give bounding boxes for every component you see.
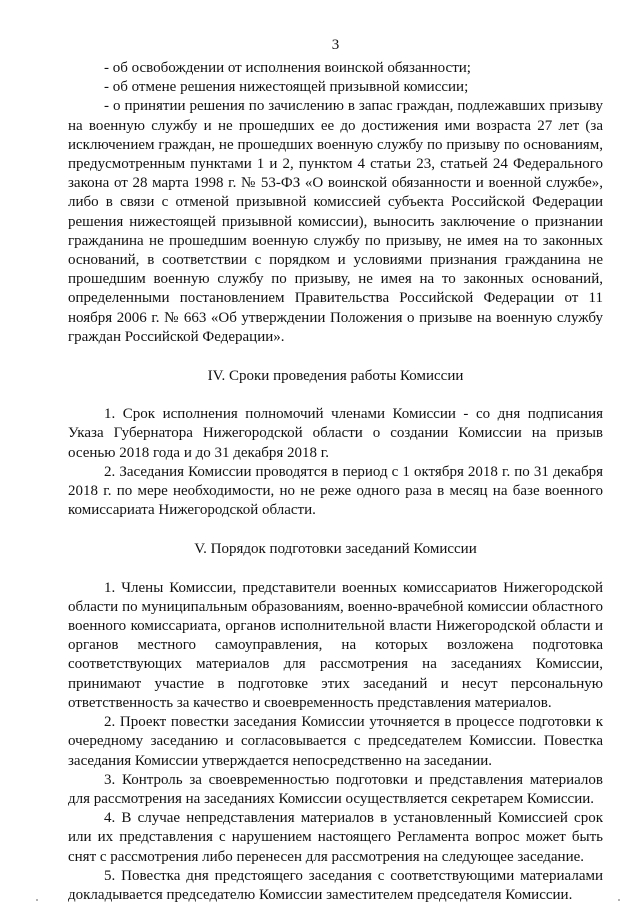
scan-speck xyxy=(36,899,38,901)
scan-speck xyxy=(618,899,620,901)
intro-item-cancel: - об отмене решения нижестоящей призывной комиссии; xyxy=(104,79,469,96)
page-number: 3 xyxy=(331,37,340,53)
section-4-heading: IV. Сроки проведения работы Комиссии xyxy=(207,368,464,385)
section-5-paragraph-5: 5. Повестка дня предстоящего заседания с соответствующими материалами докладывается председателю Комиссии заместителем председателя Комиссии. xyxy=(68,867,603,903)
section-4-paragraph-2: 2. Заседания Комиссии проводятся в период с 1 октября 2018 г. по 31 декабря 2018 г. по мере необходимости, но не реже одного раза в месяц на базе военного комиссариата Нижегородской области. xyxy=(68,463,603,519)
section-4-paragraph-1: 1. Срок исполнения полномочий членами Комиссии - со дня подписания Указа Губернатора Нижегородской области о создании Комиссии на призыв осенью 2018 года и до 31 декабря 2018 г. xyxy=(68,406,603,461)
section-5-paragraph-1: 1. Члены Комиссии, представители военных комиссариатов Нижегородской области по муниципальным образованиям, военно-врачебной комиссии областного военного комиссариата, органов исполнительной власти Нижегородской области и органов местного самоуправления, на которых возложена подготовка соответствующих материалов для рассмотрения на заседаниях Комиссии, принимают участие в подготовке этих заседаний и несут персональную ответственность за качество и своевременность представления материалов. xyxy=(68,579,603,711)
section-5-paragraph-3: 3. Контроль за своевременностью подготовки и представления материалов для рассмотрения на заседаниях Комиссии осуществляется секретарем Комиссии. xyxy=(68,771,603,807)
section-5-heading: V. Порядок подготовки заседаний Комиссии xyxy=(194,541,477,558)
intro-item-reserve: - о принятии решения по зачислению в запас граждан, подлежавших призыву на военную службу и не прошедших ее до достижения ими возраста 27 лет (за исключением граждан, не прошедших военную службу по призыву по основаниям, предусмотренным пунктами 1 и 2, пунктом 4 статьи 23, статьей 24 Федерального закона от 28 марта 1998 г. № 53-ФЗ «О воинской обязанности и военной службе», либо в связи с отменой призывной комиссией субъекта Российской Федерации решения нижестоящей призывной комиссии), выносить заключение о признании гражданина не прошедшим военную службу по призыву, не имея на то законных оснований, в соответствии с порядком и условиями признания гражданина не прошедшим военную службу по призыву, не имея на то законных оснований, определенными постановлением Правительства Российской Федерации от 11 ноября 2006 г. № 663 «Об утверждении Положения о призыве на военную службу граждан Российской Федерации». xyxy=(68,98,603,345)
section-5-paragraph-4: 4. В случае непредставления материалов в установленный Комиссией срок или их представления с нарушением настоящего Регламента вопрос может быть снят с рассмотрения либо перенесен для рассмотрения на следующее заседание. xyxy=(68,810,603,865)
document-page xyxy=(68,36,603,905)
section-5-paragraph-2: 2. Проект повестки заседания Комиссии уточняется в процессе подготовки к очередному заседанию и согласовывается с председателем Комиссии. Повестка заседания Комиссии утверждается непосредственно на заседании. xyxy=(68,714,603,769)
intro-item-release: - об освобождении от исполнения воинской обязанности; xyxy=(104,60,471,76)
